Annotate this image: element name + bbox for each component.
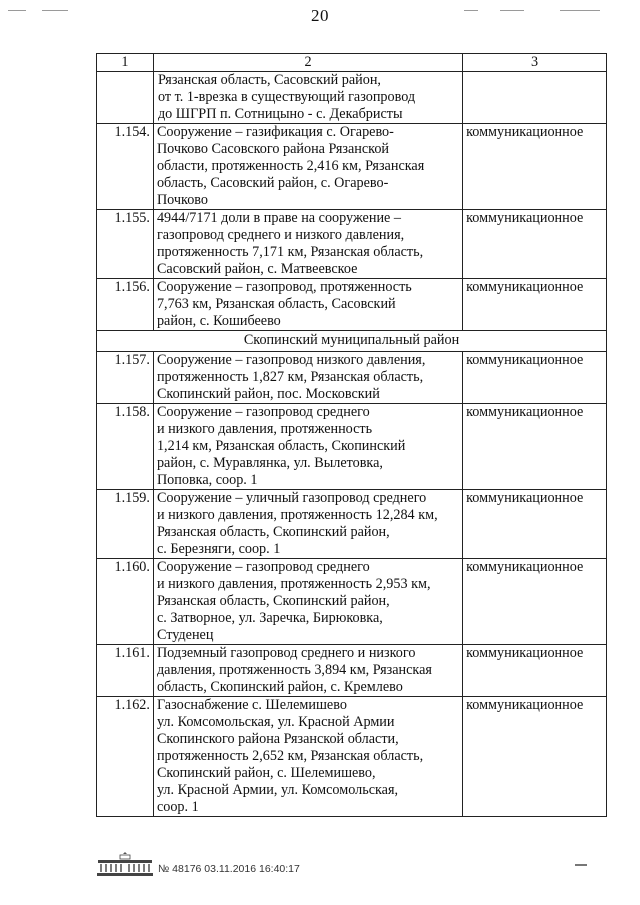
row-kind: коммуникационное xyxy=(463,404,607,490)
table-row xyxy=(97,210,607,279)
table-row xyxy=(97,279,607,331)
document-stamp-text: № 48176 03.11.2016 16:40:17 xyxy=(158,863,300,875)
document-footer xyxy=(96,852,316,882)
section-title: Скопинский муниципальный район xyxy=(97,331,607,352)
row-number xyxy=(97,72,154,124)
row-number: 1.160. xyxy=(97,559,154,645)
column-header-3: 3 xyxy=(463,54,607,72)
row-kind: коммуникационное xyxy=(463,559,607,645)
row-description: Рязанская область, Сасовский район, от т. 1-врезка в существующий газопровод до ШГРП п. Сотницыно - с. Декабристы xyxy=(153,72,462,124)
row-number: 1.154. xyxy=(97,124,154,210)
column-header-1: 1 xyxy=(97,54,154,72)
row-number: 1.158. xyxy=(97,404,154,490)
section-header-row xyxy=(97,331,607,352)
row-description: 4944/7171 доли в праве на сооружение – газопровод среднего и низкого давления, протяженность 7,171 км, Рязанская область, Сасовский район, с. Матвеевское xyxy=(153,210,462,279)
row-kind: коммуникационное xyxy=(463,279,607,331)
row-number: 1.157. xyxy=(97,352,154,404)
row-description: Сооружение – газопровод среднего и низкого давления, протяженность 1,214 км, Рязанская область, Скопинский район, с. Муравлянка, ул. Вылетовка, Поповка, соор. 1 xyxy=(153,404,462,490)
row-kind: коммуникационное xyxy=(463,352,607,404)
row-description: Сооружение – уличный газопровод среднего и низкого давления, протяженность 12,284 км, Рязанская область, Скопинский район, с. Березняги, соор. 1 xyxy=(153,490,462,559)
row-description: Сооружение – газификация с. Огарево- Почково Сасовского района Рязанской области, протяженность 2,416 км, Рязанская область, Сасовский район, с. Огарево- Почково xyxy=(153,124,462,210)
table-row xyxy=(97,645,607,697)
row-number: 1.156. xyxy=(97,279,154,331)
row-description: Газоснабжение с. Шелемишево ул. Комсомольская, ул. Красной Армии Скопинского района Рязанской области, протяженность 2,652 км, Рязанская область, Скопинский район, с. Шелемишево, ул. Красной Армии, ул. Комсомольская, соор. 1 xyxy=(153,697,462,817)
row-description: Сооружение – газопровод, протяженность 7,763 км, Рязанская область, Сасовский район, с. Кошибеево xyxy=(153,279,462,331)
row-kind: коммуникационное xyxy=(463,490,607,559)
table-row xyxy=(97,352,607,404)
row-description: Подземный газопровод среднего и низкого давления, протяженность 3,894 км, Рязанская область, Скопинский район, с. Кремлево xyxy=(153,645,462,697)
column-number-row xyxy=(97,54,607,72)
row-number: 1.162. xyxy=(97,697,154,817)
scan-artifact-mark xyxy=(575,864,587,866)
row-kind: коммуникационное xyxy=(463,210,607,279)
row-kind: коммуникационное xyxy=(463,645,607,697)
table-row xyxy=(97,490,607,559)
table-row xyxy=(97,559,607,645)
row-kind xyxy=(463,72,607,124)
row-number: 1.161. xyxy=(97,645,154,697)
table-row xyxy=(97,404,607,490)
row-description: Сооружение – газопровод среднего и низкого давления, протяженность 2,953 км, Рязанская область, Скопинский район, с. Затворное, ул. Заречка, Бирюковка, Студенец xyxy=(153,559,462,645)
table-row xyxy=(97,124,607,210)
continuation-row xyxy=(97,72,607,124)
page-number: 20 xyxy=(311,6,329,25)
column-header-2: 2 xyxy=(153,54,462,72)
row-kind: коммуникационное xyxy=(463,124,607,210)
table-row xyxy=(97,697,607,817)
row-kind: коммуникационное xyxy=(463,697,607,817)
row-number: 1.159. xyxy=(97,490,154,559)
property-table xyxy=(96,53,607,817)
row-number: 1.155. xyxy=(97,210,154,279)
row-description: Сооружение – газопровод низкого давления, протяженность 1,827 км, Рязанская область, Скопинский район, пос. Московский xyxy=(153,352,462,404)
government-building-emblem-icon xyxy=(96,852,154,878)
